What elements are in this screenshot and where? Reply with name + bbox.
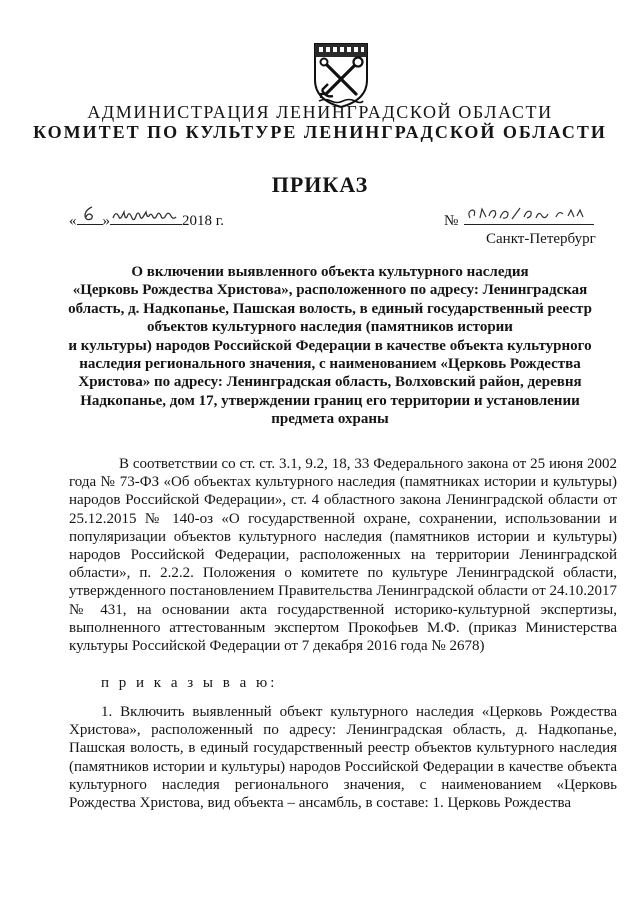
order-item-1: 1. Включить выявленный объект культурного наследия «Церковь Рождества Христова», расположенный по адресу: Ленинградская область, д. Надкопанье, Пашская волость, в единый государственный реестр объектов культурного наследия (памятников истории и культуры) народов Российской Федерации в качестве объекта культурного наследия регионального значения, с наименованием «Церковь Рождества Христова, вид объекта – ансамбль, в составе: 1. Церковь Рождества [69,704,617,812]
committee-name: КОМИТЕТ ПО КУЛЬТУРЕ ЛЕНИНГРАДСКОЙ ОБЛАСТИ [33,122,607,142]
heading-line: Надкопанье, дом 17, утверждении границ его территории и установлении [80,392,580,409]
order-title: ПРИКАЗ [271,172,369,197]
heading-line: наследия регионального значения, с наименованием «Церковь Рождества [79,356,581,373]
handwritten-number [464,206,594,225]
number-sign: № [444,213,459,229]
order-number [444,206,594,230]
order-date [69,206,224,230]
coat-of-arms-emblem [309,40,373,110]
date-close-quote: » [102,213,110,229]
order-subject-heading [60,263,600,429]
operative-word: п р и к а з ы в а ю: [101,675,278,691]
heading-line: Христова» по адресу: Ленинградская область, Волховский район, деревня [78,374,582,391]
heading-line: «Церковь Рождества Христова», расположенного по адресу: Ленинградская [72,282,588,299]
heading-line: предмета охраны [271,411,389,428]
heading-line: объектов культурного наследия (памятников истории [147,319,513,336]
date-year: 2018 г. [182,213,224,229]
date-open-quote: « [69,213,77,229]
administration-name: АДМИНИСТРАЦИЯ ЛЕНИНГРАДСКОЙ ОБЛАСТИ [87,102,553,122]
heading-line: и культуры) народов Российской Федерации в качестве объекта культурного [68,337,592,354]
heading-line: О включении выявленного объекта культурного наследия [131,264,529,280]
handwritten-month [110,206,182,225]
preamble-paragraph: В соответствии со ст. ст. 3.1, 9.2, 18, 33 Федерального закона от 25 июня 2002 года № 73-ФЗ «Об объектах культурного наследия (памятниках истории и культуры) народов Российской Федерации», ст. 4 областного закона Ленинградской области от 25.12.2015 № 140-оз «О государственной охране, сохранении, использовании и популяризации объектов культурного наследия (памятников истории и культуры) народов Российской Федерации, расположенных на территории Ленинградской области», п. 2.2.2. Положения о комитете по культуре Ленинградской области, утвержденного постановлением Правительства Ленинградской области от 24.10.2017 № 431, на основании акта государственной историко-культурной экспертизы, выполненного аттестованным экспертом Прокофьев М.Ф. (приказ Министерства культуры Российской Федерации от 7 декабря 2016 года № 2678) [69,456,617,655]
handwritten-day [77,206,103,225]
issue-city: Санкт-Петербург [486,231,596,247]
heading-line: область, д. Надкопанье, Пашская волость, в единый государственный реестр [68,300,592,317]
